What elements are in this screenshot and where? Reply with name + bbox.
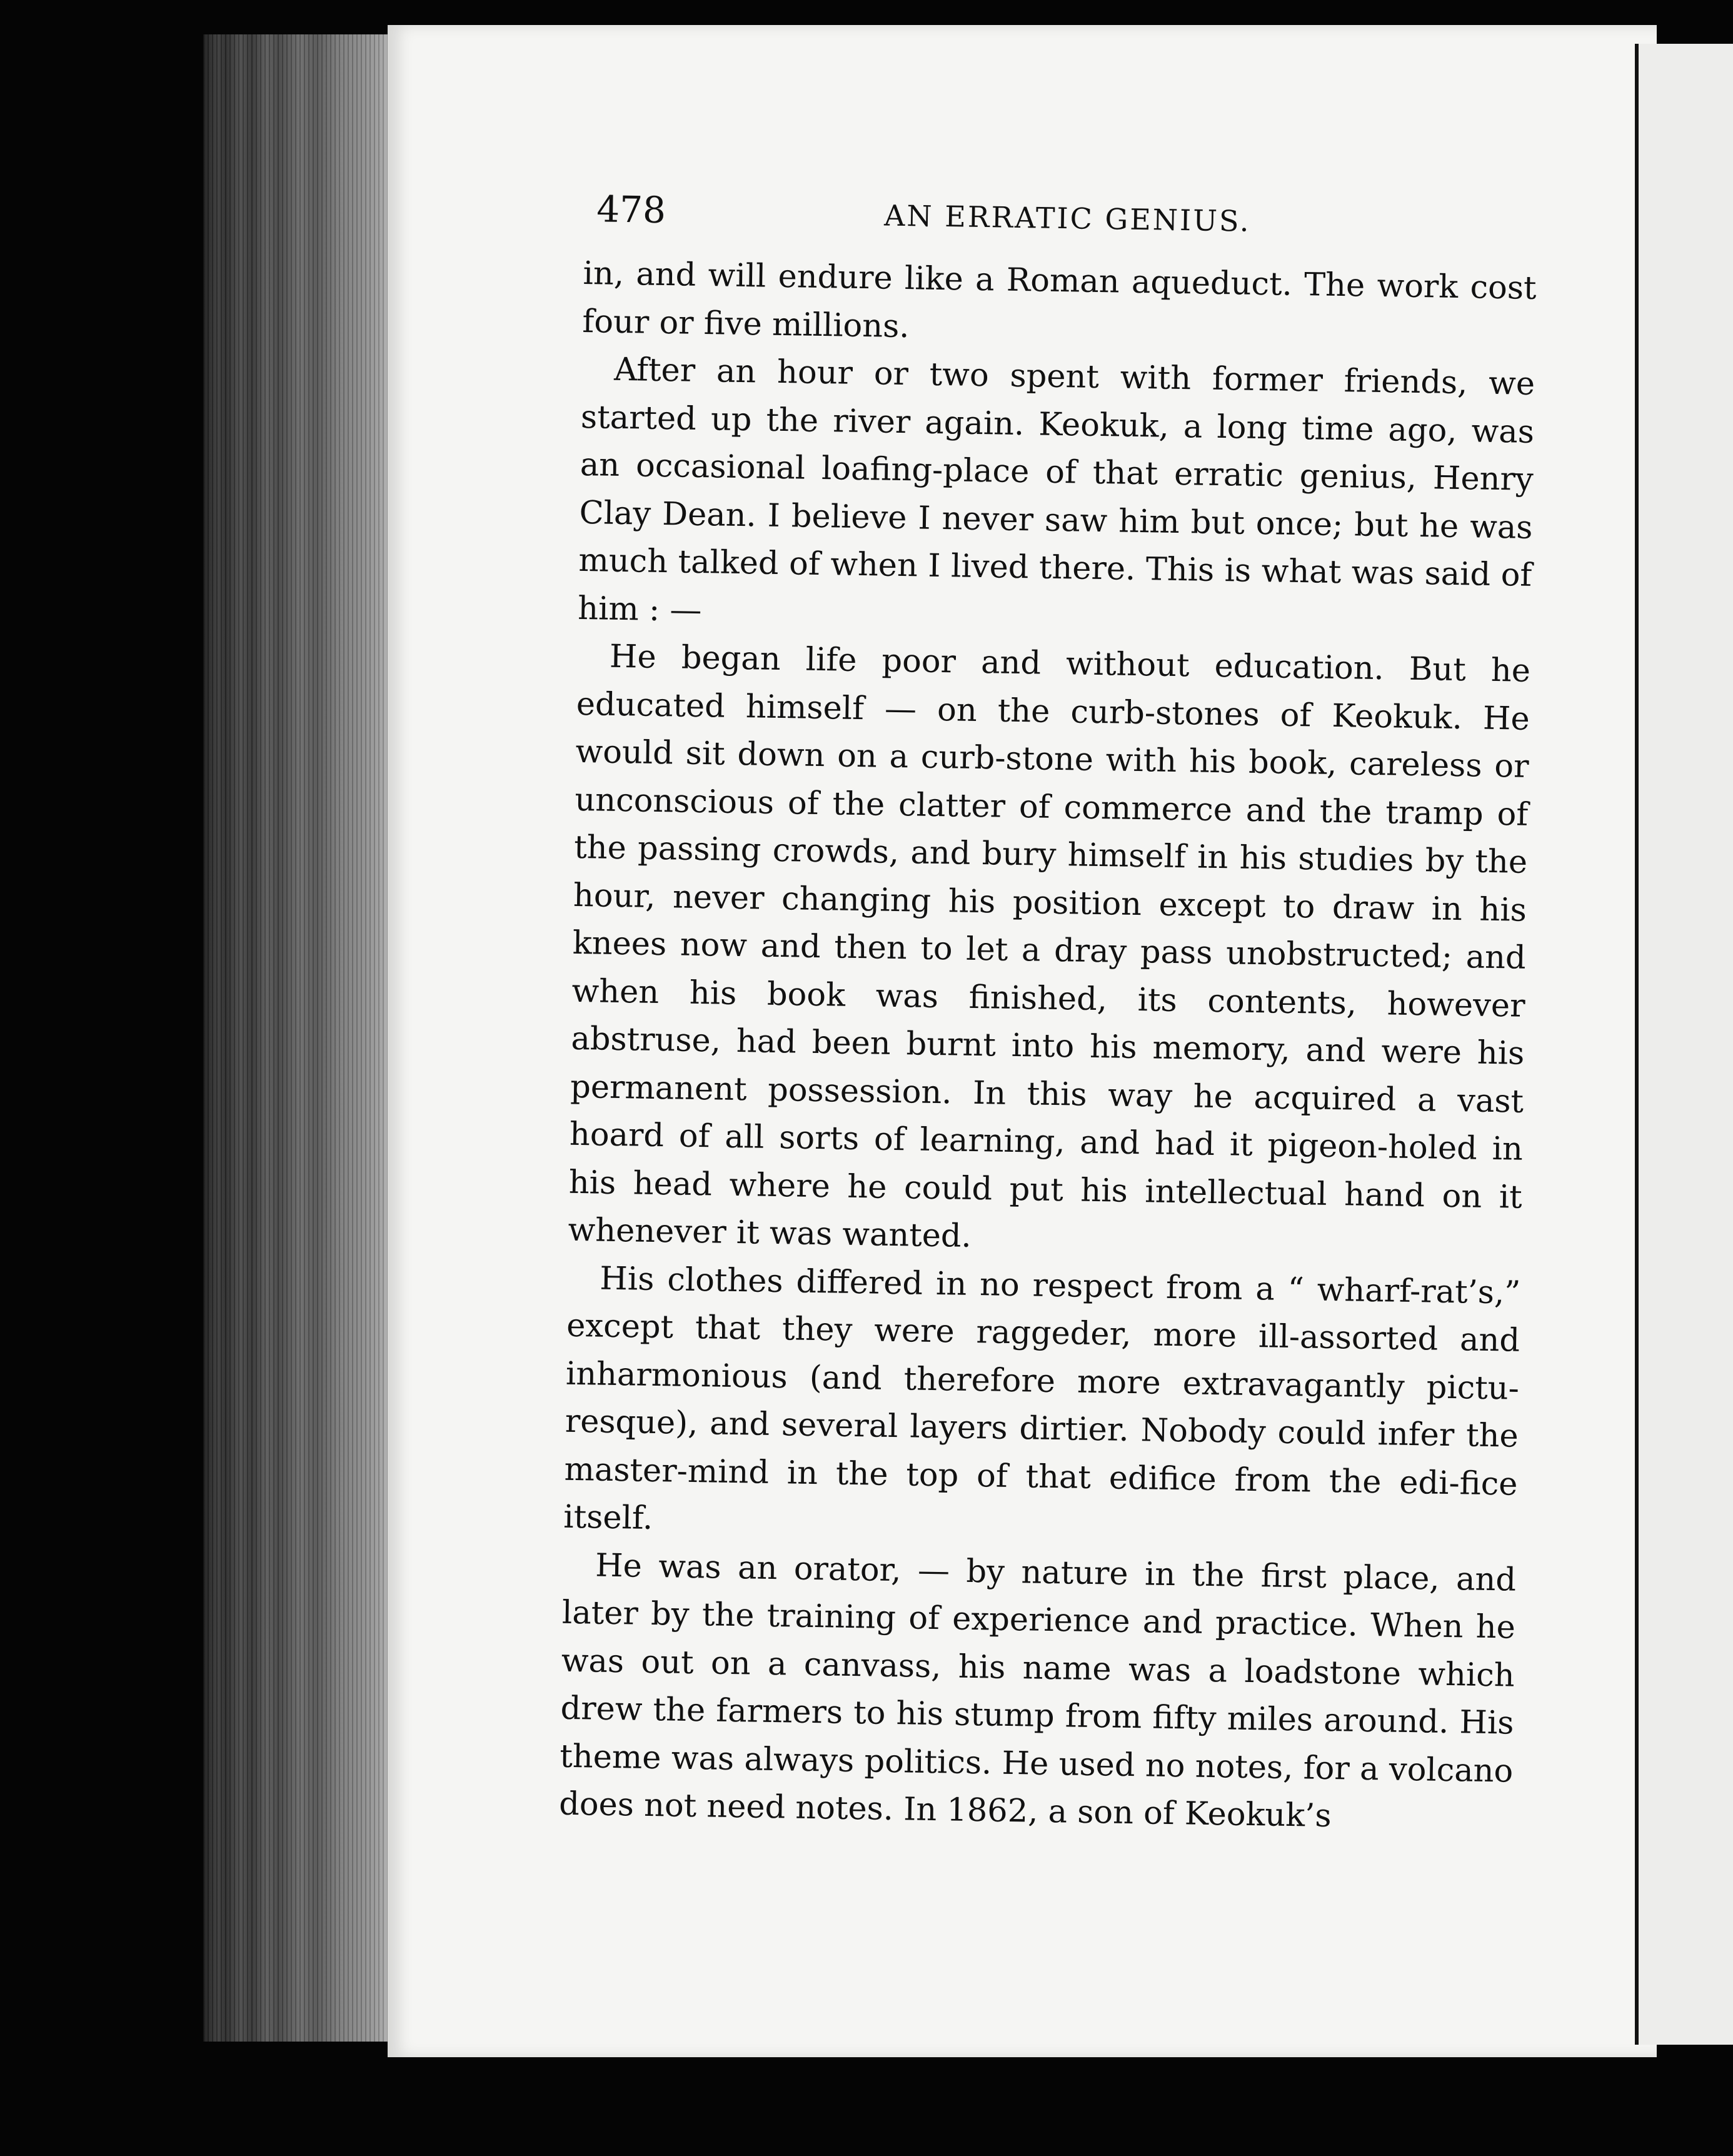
page-content (559, 181, 1538, 1843)
paragraph-continued: in, and will endure like a Roman aqueduct. The work cost four or five millions. (582, 254, 1537, 345)
body-text (559, 250, 1537, 1843)
paragraph: He began life poor and without education. But he educated himself — on the curb-stones of Keokuk. He would sit down on a curb-stone with his book, careless or unconscious of the clatter of commerce and the tramp of the passing crowds, and bury himself in his studies by the hour, never changing his position except to draw in his knees now and then to let a dray pass unobstructed; and when his book was finished, its contents, however abstruse, had been burnt into his memory, and were his permanent possession. In this way he acquired a vast hoard of all sorts of learning, and had it pigeon-holed in his head where he could put his intellectual hand on it whenever it was wanted. (568, 638, 1531, 1255)
page-number: 478 (596, 188, 666, 232)
paragraph: He was an orator, — by nature in the first place, and later by the training of experience and practice. When he was out on a canvass, his name was a loadstone which drew the farmers to his stump from fifty miles around. His theme was always politics. He used no notes, for a volcano does not need notes. In 1862, a son of Keokuk’s (558, 1547, 1517, 1835)
running-title: AN ERRATIC GENIUS. (883, 198, 1251, 238)
paragraph: His clothes differed in no respect from a “ wharf-rat’s,” except that they were raggeder, more ill-assorted and inharmonious (and therefore more extravagantly pictu-resque), and several layers dirtier. Nobody could infer the master-mind in the top of that edifice from the edi-fice itself. (563, 1260, 1521, 1537)
page-edges (203, 34, 391, 2042)
paragraph: After an hour or two spent with former friends, we started up the river again. Keokuk, a long time ago, was an occasional loafing-place of that erratic genius, Henry Clay Dean. I believe I never saw him but once; but he was much talked of when I lived there. This is what was said of him : — (577, 351, 1535, 629)
next-page-edge (1635, 44, 1733, 2045)
